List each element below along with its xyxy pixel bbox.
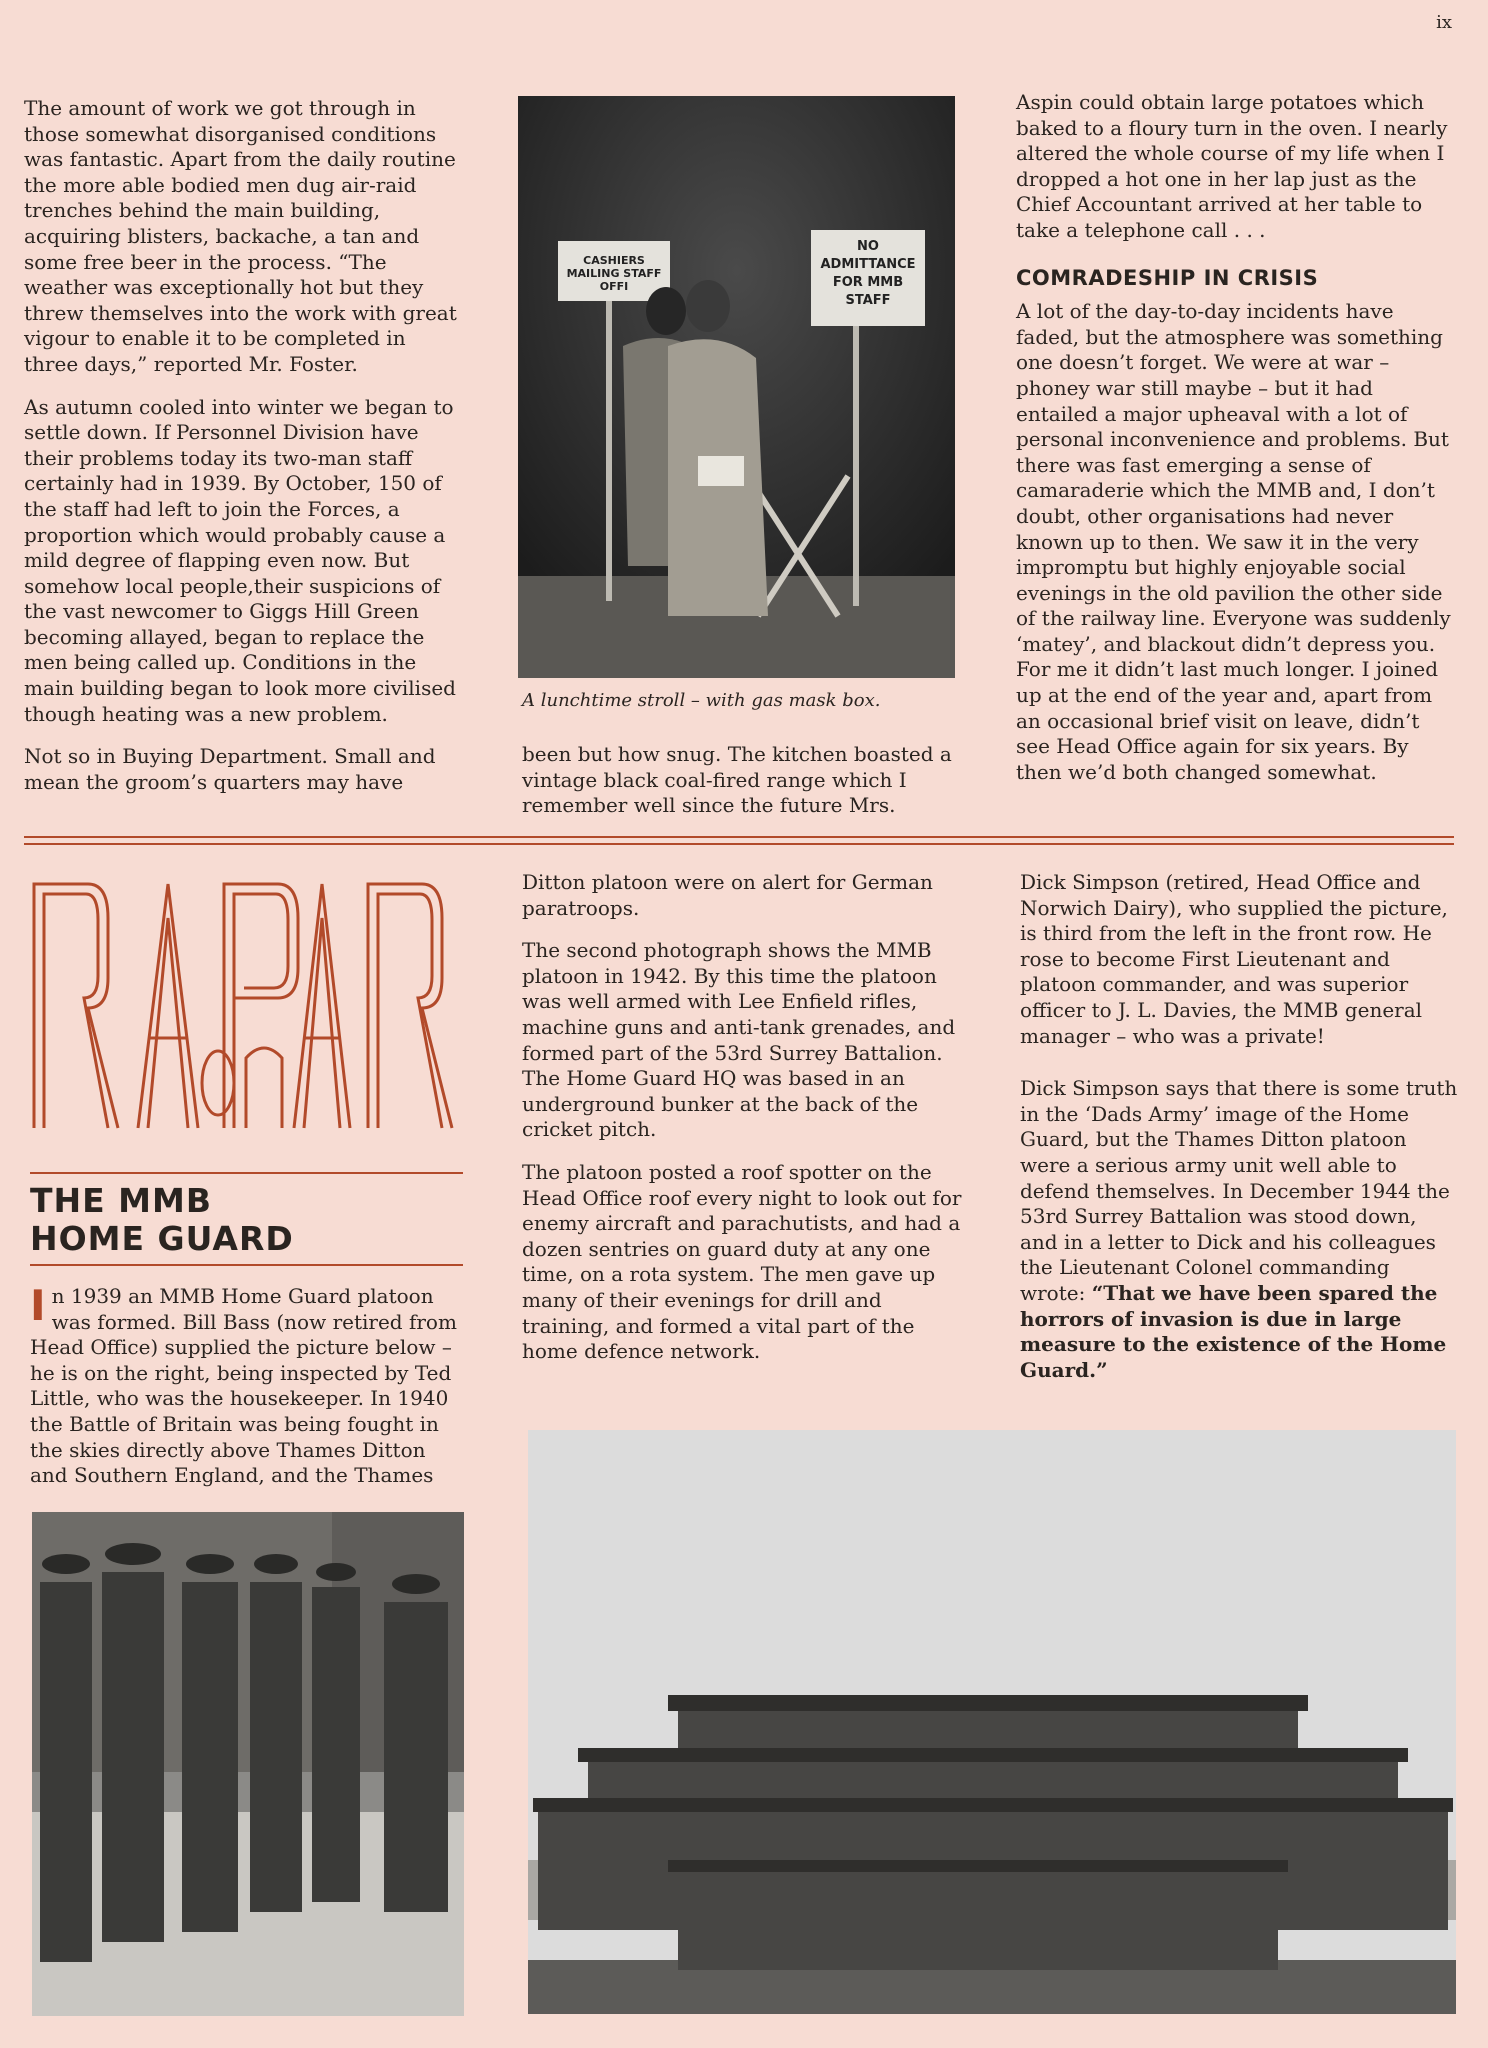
- paragraph: [1020, 1076, 1460, 1383]
- title-rule: [30, 1264, 463, 1266]
- drop-cap: I: [30, 1281, 46, 1330]
- title-rule: [30, 1172, 463, 1174]
- paragraph-text: n 1939 an MMB Home Guard platoon was formed. Bill Bass (now retired from Head Office) supplied the picture below – he is on the right, being inspected by Ted Little, who was the housekeeper. In 1940 the Battle of Britain was being fought in the skies directly above Thames Ditton and Southern England, and the Thames: [30, 1284, 457, 1488]
- title-line: HOME GUARD: [30, 1219, 294, 1258]
- paragraph: been but how snug. The kitchen boasted a vintage black coal-fired range which I remember well since the future Mrs.: [522, 742, 952, 818]
- paragraph: Aspin could obtain large potatoes which baked to a floury turn in the oven. I nearly altered the whole course of my life when I dropped a hot one in her lap just as the Chief Accountant arrived at her table to take a telephone call . . .: [1016, 90, 1448, 242]
- section-divider: [24, 843, 1454, 845]
- section-divider: [24, 836, 1454, 838]
- page-number: ix: [1436, 12, 1452, 33]
- rap-on-arp-logo: [28, 878, 468, 1130]
- paragraph: The second photograph shows the MMB platoon in 1942. By this time the platoon was well armed with Lee Enfield rifles, machine guns and anti-tank grenades, and formed part of the 53rd Surrey Battalion. The Home Guard HQ was based in an underground bunker at the back of the cricket pitch.: [522, 938, 956, 1142]
- inspection-photo: [32, 1512, 464, 2016]
- paragraph: The platoon posted a roof spotter on the Head Office roof every night to look out for enemy aircraft and parachutists, and had a dozen sentries on guard duty at any one time, on a rota system. The men gave up many of their evenings for drill and training, and formed a vital part of the home defence network.: [522, 1159, 962, 1364]
- bottom-column-1: [30, 1281, 466, 1489]
- top-column-2-text: [522, 742, 962, 836]
- paragraph: A lot of the day-to-day incidents have faded, but the atmosphere was something one doesn’t forget. We were at war – phoney war still maybe – but it had entailed a major upheaval with a lot of personal inconvenience and problems. But there was fast emerging a sense of camaraderie which the MMB and, I don’t doubt, other organisations had never known up to then. We saw it in the very impromptu but highly enjoyable social evenings in the old pavilion the other side of the railway line. Everyone was suddenly ‘matey’, and blackout didn’t depress you. For me it didn’t last much longer. I joined up at the end of the year and, apart from an occasional brief visit on leave, didn’t see Head Office again for six years. By then we’d both changed somewhat.: [1016, 299, 1451, 784]
- bottom-column-2: [522, 870, 962, 1382]
- photo-caption: A lunchtime stroll – with gas mask box.: [522, 690, 881, 711]
- platoon-group-photo: [528, 1430, 1456, 2014]
- top-column-1: [24, 96, 464, 812]
- no-admittance-sign: NO ADMITTANCE FOR MMB STAFF: [820, 239, 916, 308]
- paragraph: Ditton platoon were on alert for German paratroops.: [522, 870, 933, 920]
- paragraph: Not so in Buying Department. Small and mean the groom’s quarters may have: [24, 744, 436, 794]
- paragraph: As autumn cooled into winter we began to settle down. If Personnel Division have their problems today its two-man staff certainly had in 1939. By October, 150 of the staff had left to join the Forces, a proportion which would probably cause a mild degree of flapping even now. But somehow local people,their suspicions of the vast newcomer to Giggs Hill Green becoming allayed, began to replace the men being called up. Conditions in the main building began to look more civilised though heating was a new problem.: [24, 394, 456, 726]
- quote-text: “That we have been spared the horrors of invasion is due in large measure to the existence of the Home Guard.”: [1020, 1280, 1447, 1382]
- home-guard-title: [30, 1182, 294, 1258]
- paragraph: Dick Simpson (retired, Head Office and Norwich Dairy), who supplied the picture, is third from the left in the front row. He rose to become First Lieutenant and platoon commander, and was superior officer to J. L. Davies, the MMB general manager – who was a private!: [1020, 870, 1448, 1048]
- bottom-column-3: [1020, 870, 1460, 1383]
- top-column-3: [1016, 90, 1456, 802]
- paragraph: [30, 1281, 466, 1489]
- paragraph: The amount of work we got through in those somewhat disorganised conditions was fantastic. Apart from the daily routine the more able bodied men dug air-raid trenches behind the main building, acquiring blisters, backache, a tan and some free beer in the process. “The weather was exceptionally hot but they threw themselves into the work with great vigour to enable it to be completed in three days,” reported Mr. Foster.: [24, 96, 457, 376]
- paragraph-text: Dick Simpson says that there is some truth in the ‘Dads Army’ image of the Home Guard, but the Thames Ditton platoon were a serious army unit well able to defend themselves. In December 1944 the 53rd Surrey Battalion was stood down, and in a letter to Dick and his colleagues the Lieutenant Colonel commanding wrote:: [1020, 1076, 1458, 1305]
- section-heading-comradeship: COMRADESHIP IN CRISIS: [1016, 265, 1319, 290]
- title-line: THE MMB: [30, 1181, 212, 1220]
- lunchtime-stroll-photo: [518, 96, 955, 678]
- cashiers-sign: CASHIERS MAILING STAFF OFFI: [566, 254, 662, 293]
